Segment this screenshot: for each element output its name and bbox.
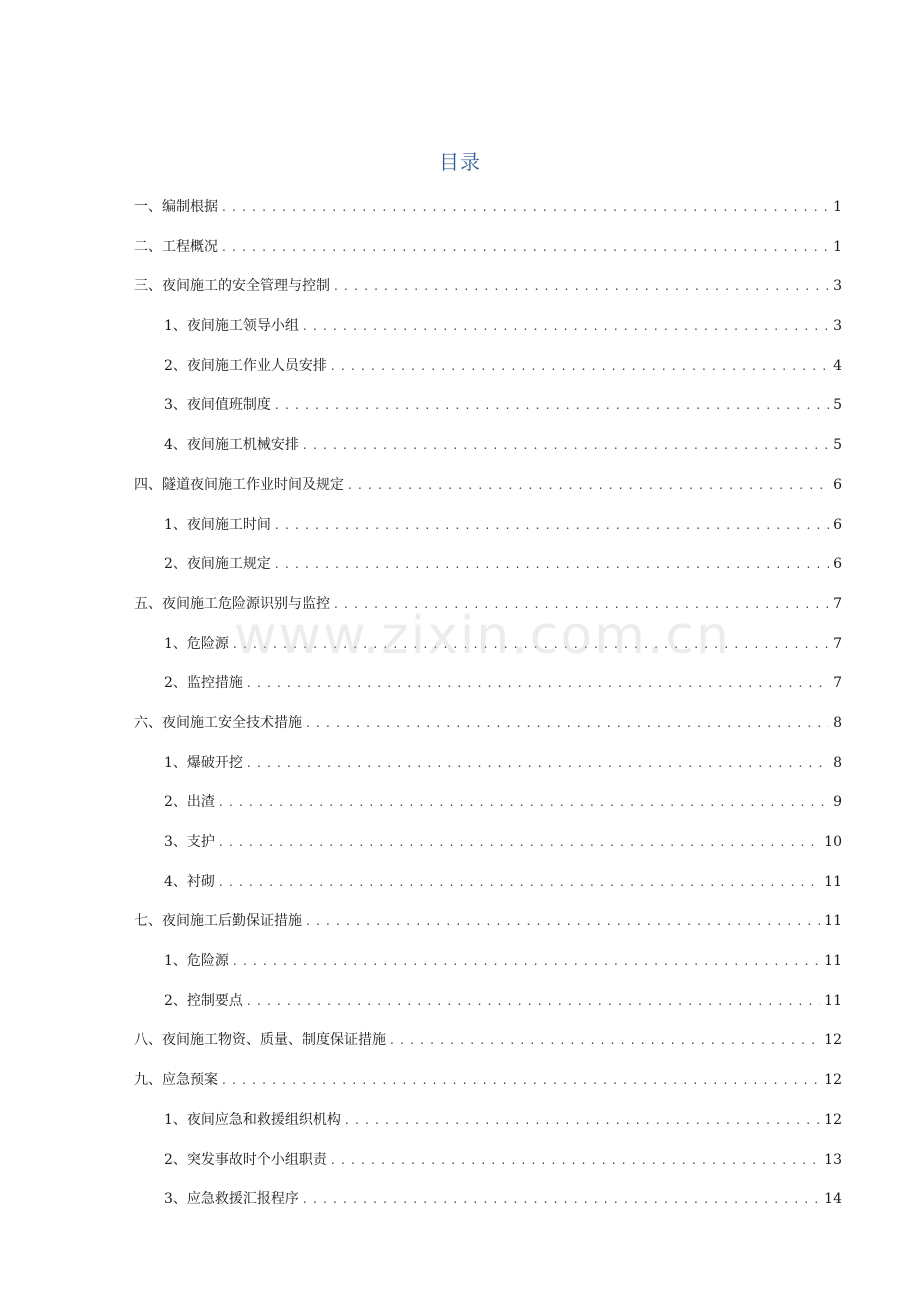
toc-leader-dots xyxy=(219,783,829,823)
toc-page-number: 7 xyxy=(833,635,842,652)
toc-leader-dots xyxy=(247,744,829,784)
toc-page-number: 13 xyxy=(824,1151,842,1168)
toc-page-number: 8 xyxy=(833,714,842,731)
toc-entry-text: 2、夜间施工规定 xyxy=(164,556,271,573)
toc-entry-text: 1、夜间应急和救援组织机构 xyxy=(164,1111,341,1128)
toc-page-number: 11 xyxy=(824,992,842,1009)
toc-entry[interactable] xyxy=(134,902,842,942)
toc-page-number: 7 xyxy=(833,595,842,612)
toc-page-number: 12 xyxy=(824,1032,842,1049)
watermark: www.zixin.com.cn xyxy=(234,606,731,666)
toc-entry[interactable] xyxy=(134,307,842,347)
toc-entry-text: 五、夜间施工危险源识别与监控 xyxy=(134,595,330,612)
toc-page-number: 6 xyxy=(833,476,842,493)
toc-leader-dots xyxy=(275,545,829,585)
toc-entry-text: 3、支护 xyxy=(164,834,215,850)
toc-entry[interactable] xyxy=(134,744,842,784)
toc-leader-dots xyxy=(233,625,829,665)
toc-entry-text: 六、夜间施工安全技术措施 xyxy=(134,714,302,731)
toc-page-number: 9 xyxy=(833,794,842,811)
toc-leader-dots xyxy=(348,466,829,506)
toc-leader-dots xyxy=(306,704,829,744)
toc-entry-text: 2、夜间施工作业人员安排 xyxy=(164,357,327,374)
toc-entry-text: 2、突发事故时个小组职责 xyxy=(164,1151,327,1168)
toc-entry-text: 1、夜间施工领导小组 xyxy=(164,318,299,335)
toc-entry[interactable] xyxy=(134,228,842,268)
toc-leader-dots xyxy=(219,863,820,903)
toc-leader-dots xyxy=(306,902,820,942)
toc-entry[interactable] xyxy=(134,506,842,546)
toc-leader-dots xyxy=(334,267,829,307)
toc-entry[interactable] xyxy=(134,1101,842,1141)
toc-entry[interactable] xyxy=(134,267,842,307)
toc-leader-dots xyxy=(390,1021,820,1061)
toc-page-number: 12 xyxy=(824,1111,842,1128)
toc-leader-dots xyxy=(303,426,829,466)
toc-entry-text: 1、爆破开挖 xyxy=(164,754,243,771)
toc-entry-text: 七、夜间施工后勤保证措施 xyxy=(134,913,302,930)
toc-page-number: 1 xyxy=(833,199,842,215)
toc-leader-dots xyxy=(222,188,829,228)
toc-page-number: 6 xyxy=(833,556,842,573)
toc-leader-dots xyxy=(222,228,829,268)
toc-entry[interactable] xyxy=(134,545,842,585)
toc-entry-text: 一、编制根据 xyxy=(134,199,218,215)
toc-page-number: 3 xyxy=(833,278,842,295)
toc-entry[interactable] xyxy=(134,188,842,228)
toc-leader-dots xyxy=(247,664,829,704)
toc-entry[interactable] xyxy=(134,1021,842,1061)
toc-leader-dots xyxy=(219,823,820,863)
toc-leader-dots xyxy=(334,585,829,625)
toc-page-number: 8 xyxy=(833,754,842,771)
toc-leader-dots xyxy=(247,982,820,1022)
toc-leader-dots xyxy=(345,1101,820,1141)
toc-page-number: 5 xyxy=(833,397,842,414)
toc-entry-text: 三、夜间施工的安全管理与控制 xyxy=(134,278,330,295)
toc-entry[interactable] xyxy=(134,347,842,387)
toc-leader-dots xyxy=(303,307,829,347)
toc-entry-text: 4、夜间施工机械安排 xyxy=(164,437,299,454)
toc-entry-text: 3、应急救援汇报程序 xyxy=(164,1191,299,1208)
toc-leader-dots xyxy=(233,942,820,982)
toc-entry[interactable] xyxy=(134,1180,842,1220)
toc-leader-dots xyxy=(275,386,829,426)
table-of-contents xyxy=(134,188,842,1220)
toc-entry-text: 2、控制要点 xyxy=(164,992,243,1009)
toc-entry[interactable] xyxy=(134,426,842,466)
toc-page-number: 10 xyxy=(824,834,842,850)
toc-page-number: 11 xyxy=(824,953,842,970)
toc-page-number: 5 xyxy=(833,437,842,454)
toc-page-number: 11 xyxy=(824,873,842,890)
toc-leader-dots xyxy=(275,506,829,546)
toc-entry[interactable] xyxy=(134,982,842,1022)
toc-entry-text: 2、监控措施 xyxy=(164,675,243,692)
toc-entry[interactable] xyxy=(134,664,842,704)
toc-entry[interactable] xyxy=(134,783,842,823)
toc-entry-text: 3、夜间值班制度 xyxy=(164,397,271,414)
toc-page-number: 11 xyxy=(824,913,842,930)
toc-entry-text: 1、危险源 xyxy=(164,635,229,652)
toc-entry-text: 1、危险源 xyxy=(164,953,229,970)
toc-entry-text: 九、应急预案 xyxy=(134,1072,218,1089)
toc-entry[interactable] xyxy=(134,1061,842,1101)
toc-entry-text: 四、隧道夜间施工作业时间及规定 xyxy=(134,476,344,493)
toc-entry[interactable] xyxy=(134,704,842,744)
toc-entry[interactable] xyxy=(134,942,842,982)
toc-entry-text: 二、工程概况 xyxy=(134,238,218,255)
toc-page-number: 7 xyxy=(833,675,842,692)
toc-leader-dots xyxy=(331,1141,820,1181)
toc-entry[interactable] xyxy=(134,466,842,506)
toc-entry-text: 4、衬砌 xyxy=(164,873,215,890)
toc-entry[interactable] xyxy=(134,1141,842,1181)
toc-entry-text: 八、夜间施工物资、质量、制度保证措施 xyxy=(134,1032,386,1049)
toc-page-number: 1 xyxy=(833,238,842,255)
toc-entry[interactable] xyxy=(134,585,842,625)
toc-page-number: 3 xyxy=(833,318,842,335)
toc-entry[interactable] xyxy=(134,386,842,426)
toc-page-number: 12 xyxy=(824,1072,842,1089)
toc-entry[interactable] xyxy=(134,863,842,903)
toc-entry[interactable] xyxy=(134,625,842,665)
toc-leader-dots xyxy=(222,1061,820,1101)
toc-entry-text: 2、出渣 xyxy=(164,794,215,811)
toc-entry[interactable] xyxy=(134,823,842,863)
toc-leader-dots xyxy=(303,1180,820,1220)
toc-page-number: 6 xyxy=(833,516,842,533)
toc-entry-text: 1、夜间施工时间 xyxy=(164,516,271,533)
toc-leader-dots xyxy=(331,347,829,387)
toc-page-number: 4 xyxy=(833,357,842,374)
toc-title: 目录 xyxy=(439,150,481,174)
toc-page-number: 14 xyxy=(824,1191,842,1208)
